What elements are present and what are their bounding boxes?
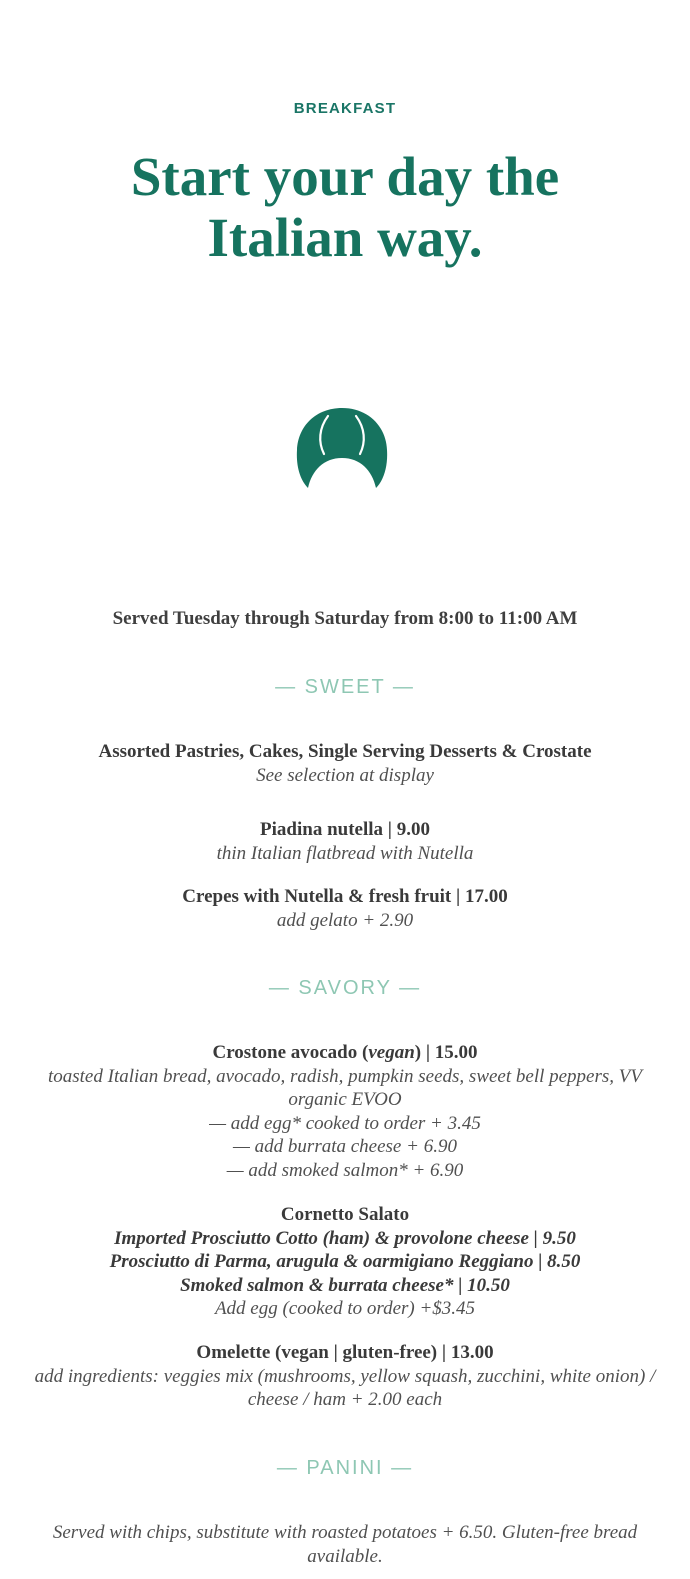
addon-line: — add egg* cooked to order + 3.45 (209, 1112, 481, 1134)
menu-item-description: Add egg (cooked to order) +$3.45 (214, 1298, 476, 1319)
menu-item-omelette (30, 1341, 660, 1412)
panini-note (30, 1521, 660, 1568)
menu-item-piadina (30, 818, 660, 865)
section-heading-panini: — PANINI — (276, 1457, 414, 1479)
menu-item-description: add gelato + 2.90 (276, 909, 414, 931)
menu-item-title: Cornetto Salato (280, 1204, 410, 1225)
menu-item-title: Assorted Pastries, Cakes, Single Serving Desserts & Crostate (98, 741, 592, 762)
title-price: ) | 15.00 (414, 1042, 478, 1063)
menu-item-pastries (30, 740, 660, 787)
menu-item-crostone (30, 1041, 660, 1182)
menu-item-title: Crepes with Nutella & fresh fruit | 17.00 (182, 886, 508, 907)
menu-item-description: thin Italian flatbread with Nutella (216, 842, 474, 864)
menu-item-crepes (30, 885, 660, 932)
menu-item-description: Served with chips, substitute with roasted potatoes + 6.50. Gluten-free bread available. (52, 1522, 638, 1567)
menu-option: Imported Prosciutto Cotto (ham) & provolone cheese | 9.50 (114, 1227, 576, 1249)
section-heading-savory: — SAVORY — (268, 977, 422, 999)
service-hours-note: Served Tuesday through Saturday from 8:00 to 11:00 AM (112, 608, 578, 629)
addon-line: — add burrata cheese + 6.90 (233, 1136, 457, 1157)
menu-item-cornetto-salato (30, 1203, 660, 1321)
menu-item-description: add ingredients: veggies mix (mushrooms, yellow squash, zucchini, white onion) / cheese / ham + 2.00 each (34, 1365, 656, 1410)
menu-option: Smoked salmon & burrata cheese* | 10.50 (180, 1274, 510, 1296)
addon-line: — add smoked salmon* + 6.90 (226, 1159, 464, 1181)
menu-item-title: Omelette (vegan | gluten-free) | 13.00 (196, 1342, 494, 1363)
menu-item-description: toasted Italian bread, avocado, radish, pumpkin seeds, sweet bell peppers, VV organic EVOO (47, 1065, 642, 1110)
section-heading-sweet: — SWEET — (275, 676, 415, 698)
section-eyebrow: BREAKFAST (293, 100, 397, 117)
page-headline: Start your day the Italian way. (130, 146, 560, 268)
title-text: Crostone avocado ( (212, 1042, 369, 1063)
vegan-tag: vegan (368, 1042, 415, 1063)
menu-item-description: See selection at display (256, 764, 434, 786)
croissant-icon (296, 408, 388, 490)
menu-option: Prosciutto di Parma, arugula & oarmigiano Reggiano | 8.50 (109, 1251, 581, 1272)
menu-item-title (30, 1041, 660, 1065)
menu-item-title: Piadina nutella | 9.00 (260, 819, 430, 840)
